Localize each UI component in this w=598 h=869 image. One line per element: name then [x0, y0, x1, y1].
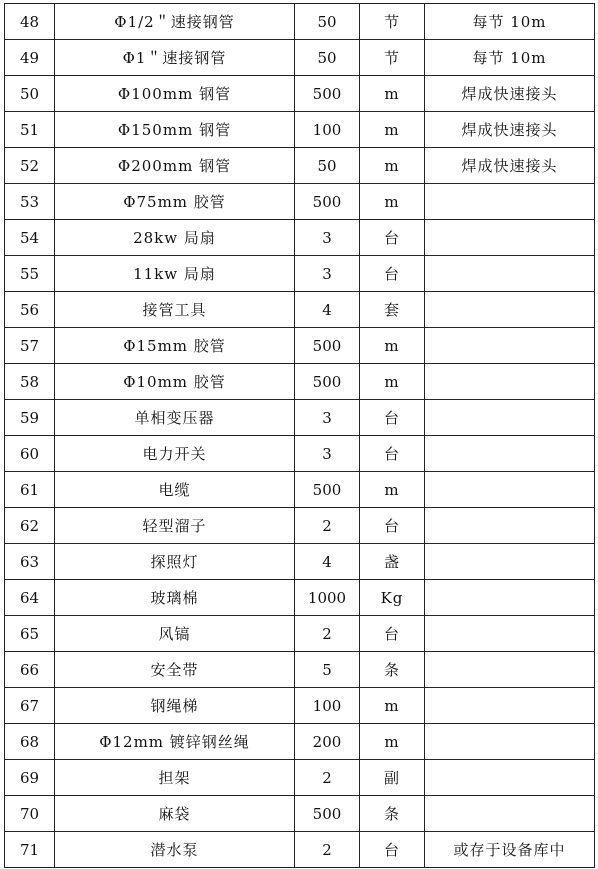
unit-cell: 台 [360, 616, 425, 652]
quantity-cell: 500 [295, 796, 360, 832]
quantity-cell: 2 [295, 616, 360, 652]
row-number-cell: 67 [5, 688, 55, 724]
note-cell [425, 364, 595, 400]
item-name-cell: Φ150mm 钢管 [55, 112, 295, 148]
quantity-cell: 3 [295, 256, 360, 292]
item-name-cell: Φ10mm 胶管 [55, 364, 295, 400]
note-cell [425, 616, 595, 652]
table-row [5, 652, 595, 688]
unit-cell: m [360, 724, 425, 760]
unit-cell: 台 [360, 256, 425, 292]
table-row [5, 724, 595, 760]
row-number-cell: 51 [5, 112, 55, 148]
quantity-cell: 2 [295, 832, 360, 868]
unit-cell: m [360, 472, 425, 508]
note-cell [425, 400, 595, 436]
row-number-cell: 57 [5, 328, 55, 364]
unit-cell: 副 [360, 760, 425, 796]
row-number-cell: 66 [5, 652, 55, 688]
unit-cell: 台 [360, 400, 425, 436]
note-cell [425, 328, 595, 364]
table-row [5, 544, 595, 580]
table-row [5, 472, 595, 508]
note-cell [425, 796, 595, 832]
unit-cell: m [360, 112, 425, 148]
row-number-cell: 63 [5, 544, 55, 580]
row-number-cell: 71 [5, 832, 55, 868]
item-name-cell: 潜水泵 [55, 832, 295, 868]
note-cell [425, 580, 595, 616]
quantity-cell: 2 [295, 760, 360, 796]
unit-cell: m [360, 76, 425, 112]
row-number-cell: 65 [5, 616, 55, 652]
table-row [5, 148, 595, 184]
item-name-cell: 单相变压器 [55, 400, 295, 436]
item-name-cell: 接管工具 [55, 292, 295, 328]
equipment-table [4, 3, 595, 868]
quantity-cell: 50 [295, 4, 360, 40]
item-name-cell: Φ200mm 钢管 [55, 148, 295, 184]
unit-cell: m [360, 364, 425, 400]
unit-cell: 台 [360, 832, 425, 868]
row-number-cell: 62 [5, 508, 55, 544]
unit-cell: 条 [360, 652, 425, 688]
row-number-cell: 58 [5, 364, 55, 400]
table-row [5, 328, 595, 364]
quantity-cell: 4 [295, 292, 360, 328]
note-cell: 或存于设备库中 [425, 832, 595, 868]
row-number-cell: 68 [5, 724, 55, 760]
unit-cell: 节 [360, 40, 425, 76]
unit-cell: 台 [360, 436, 425, 472]
item-name-cell: Φ15mm 胶管 [55, 328, 295, 364]
note-cell [425, 292, 595, 328]
note-cell [425, 220, 595, 256]
quantity-cell: 500 [295, 364, 360, 400]
row-number-cell: 48 [5, 4, 55, 40]
table-row [5, 760, 595, 796]
item-name-cell: 担架 [55, 760, 295, 796]
quantity-cell: 4 [295, 544, 360, 580]
table-row [5, 508, 595, 544]
table-row [5, 364, 595, 400]
table-row [5, 40, 595, 76]
unit-cell: 台 [360, 220, 425, 256]
unit-cell: 套 [360, 292, 425, 328]
quantity-cell: 50 [295, 148, 360, 184]
quantity-cell: 200 [295, 724, 360, 760]
table-row [5, 112, 595, 148]
row-number-cell: 49 [5, 40, 55, 76]
unit-cell: 台 [360, 508, 425, 544]
quantity-cell: 100 [295, 112, 360, 148]
quantity-cell: 50 [295, 40, 360, 76]
note-cell [425, 256, 595, 292]
table-row [5, 796, 595, 832]
quantity-cell: 100 [295, 688, 360, 724]
quantity-cell: 3 [295, 436, 360, 472]
unit-cell: m [360, 184, 425, 220]
row-number-cell: 61 [5, 472, 55, 508]
table-row [5, 688, 595, 724]
unit-cell: m [360, 688, 425, 724]
quantity-cell: 3 [295, 220, 360, 256]
note-cell [425, 724, 595, 760]
note-cell [425, 436, 595, 472]
row-number-cell: 60 [5, 436, 55, 472]
table-row [5, 616, 595, 652]
note-cell: 焊成快速接头 [425, 112, 595, 148]
row-number-cell: 50 [5, 76, 55, 112]
unit-cell: 条 [360, 796, 425, 832]
note-cell: 焊成快速接头 [425, 148, 595, 184]
table-row [5, 184, 595, 220]
item-name-cell: Φ100mm 钢管 [55, 76, 295, 112]
item-name-cell: 安全带 [55, 652, 295, 688]
row-number-cell: 56 [5, 292, 55, 328]
quantity-cell: 500 [295, 472, 360, 508]
row-number-cell: 64 [5, 580, 55, 616]
item-name-cell: 玻璃棉 [55, 580, 295, 616]
quantity-cell: 500 [295, 184, 360, 220]
note-cell [425, 184, 595, 220]
item-name-cell: 钢绳梯 [55, 688, 295, 724]
note-cell: 每节 10m [425, 4, 595, 40]
item-name-cell: 麻袋 [55, 796, 295, 832]
item-name-cell: Φ1＂速接钢管 [55, 40, 295, 76]
table-row [5, 256, 595, 292]
item-name-cell: Φ1/2＂速接钢管 [55, 4, 295, 40]
note-cell [425, 688, 595, 724]
quantity-cell: 500 [295, 328, 360, 364]
unit-cell: m [360, 328, 425, 364]
note-cell [425, 508, 595, 544]
item-name-cell: 轻型溜子 [55, 508, 295, 544]
unit-cell: 节 [360, 4, 425, 40]
table-row [5, 76, 595, 112]
unit-cell: Kg [360, 580, 425, 616]
item-name-cell: 风镐 [55, 616, 295, 652]
item-name-cell: Φ12mm 镀锌钢丝绳 [55, 724, 295, 760]
quantity-cell: 3 [295, 400, 360, 436]
row-number-cell: 69 [5, 760, 55, 796]
quantity-cell: 5 [295, 652, 360, 688]
item-name-cell: 11kw 局扇 [55, 256, 295, 292]
note-cell: 焊成快速接头 [425, 76, 595, 112]
row-number-cell: 59 [5, 400, 55, 436]
item-name-cell: 电力开关 [55, 436, 295, 472]
table-row [5, 220, 595, 256]
item-name-cell: Φ75mm 胶管 [55, 184, 295, 220]
row-number-cell: 54 [5, 220, 55, 256]
table-row [5, 580, 595, 616]
table-body [5, 4, 595, 868]
quantity-cell: 1000 [295, 580, 360, 616]
note-cell: 每节 10m [425, 40, 595, 76]
note-cell [425, 544, 595, 580]
quantity-cell: 500 [295, 76, 360, 112]
quantity-cell: 2 [295, 508, 360, 544]
row-number-cell: 53 [5, 184, 55, 220]
item-name-cell: 探照灯 [55, 544, 295, 580]
unit-cell: m [360, 148, 425, 184]
table-row [5, 400, 595, 436]
table-row [5, 436, 595, 472]
table-row [5, 832, 595, 868]
note-cell [425, 472, 595, 508]
unit-cell: 盏 [360, 544, 425, 580]
note-cell [425, 652, 595, 688]
table-row [5, 4, 595, 40]
item-name-cell: 28kw 局扇 [55, 220, 295, 256]
item-name-cell: 电缆 [55, 472, 295, 508]
table-row [5, 292, 595, 328]
note-cell [425, 760, 595, 796]
row-number-cell: 52 [5, 148, 55, 184]
row-number-cell: 55 [5, 256, 55, 292]
row-number-cell: 70 [5, 796, 55, 832]
